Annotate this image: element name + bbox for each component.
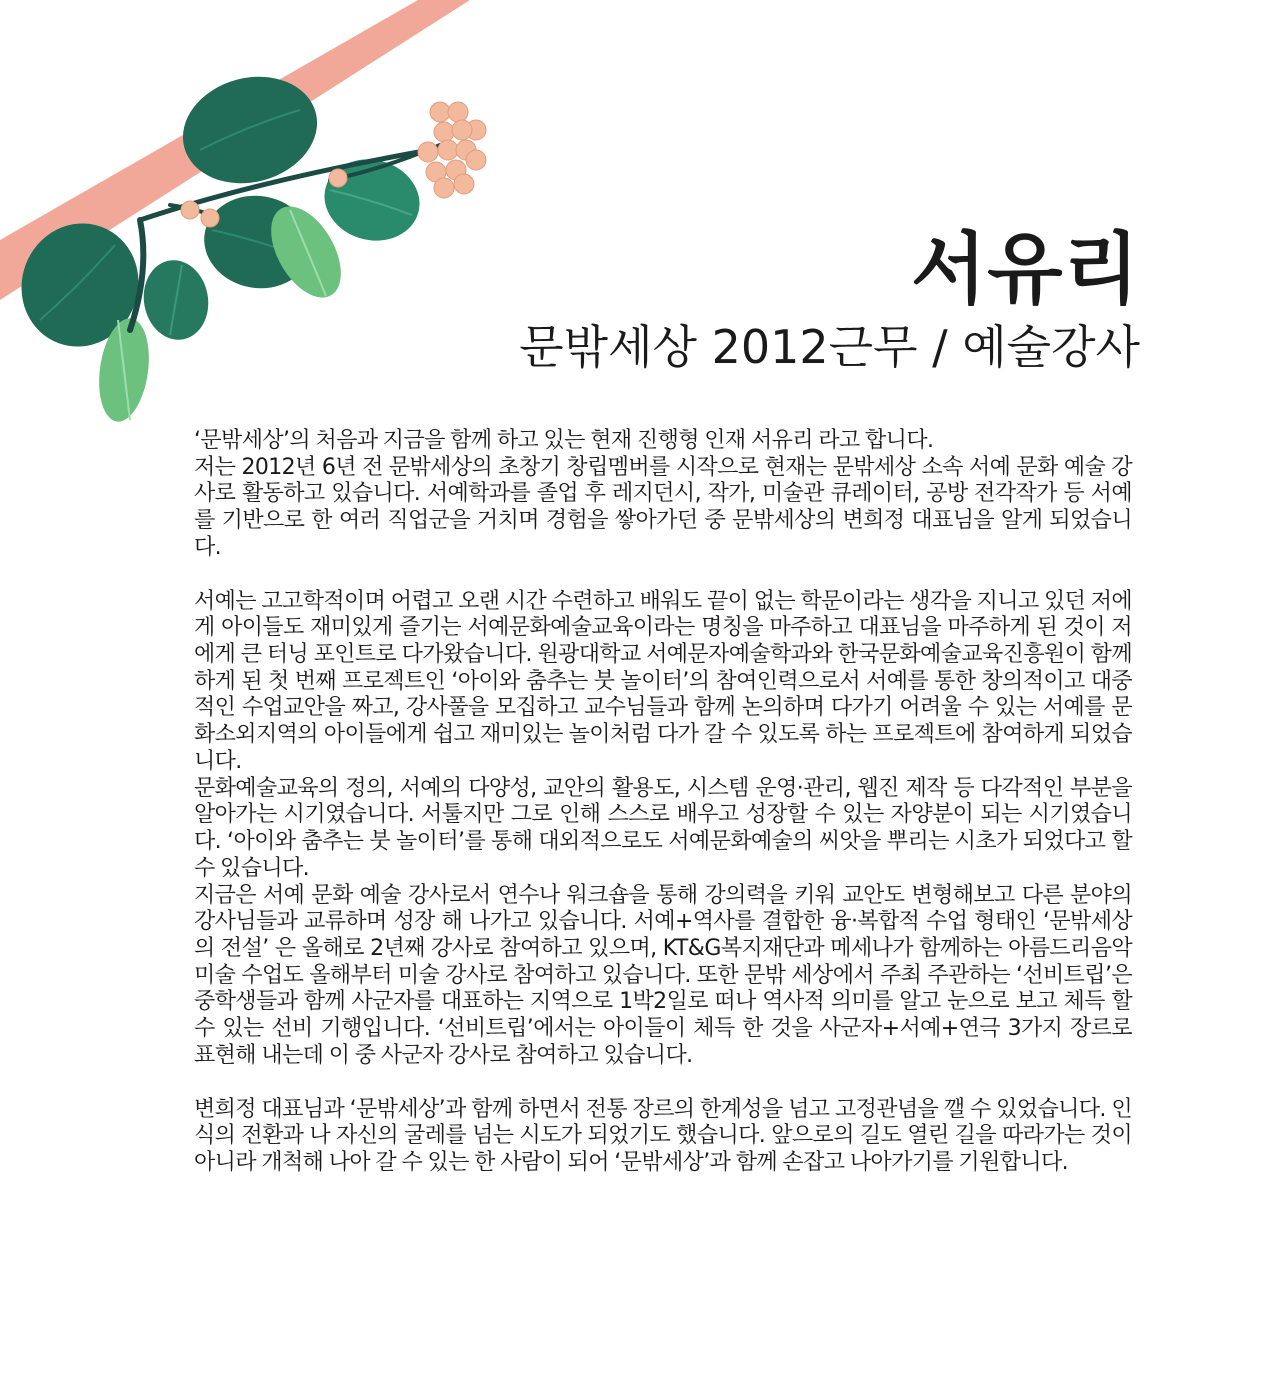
paragraph-closing: 변희정 대표님과 ‘문밖세상’과 함께 하면서 전통 장르의 한계성을 넘고 고정관념을 깰 수 있었습니다. 인식의 전환과 나 자신의 굴레를 넘는 시도가 되었기도 했습니다. 앞으로의 길도 열린 길을 따라가는 것이 아니라 개척해 나아 갈 수 있는 한 사람이 되어 ‘문밖세상’과 함께 손잡고 나아가기를 기원합니다. [194, 1096, 1132, 1175]
profile-body [194, 428, 1132, 1177]
profile-header [519, 225, 1140, 375]
paragraph-current-work: 지금은 서예 문화 예술 강사로서 연수나 워크숍을 통해 강의력을 키워 교안도 변형해보고 다른 분야의 강사님들과 교류하며 성장 해 나가고 있습니다. 서예+역사를 결합한 융·복합적 수업 형태인 ‘문밖세상의 전설’ 은 올해로 2년째 강사로 참여하고 있으며, KT&G복지재단과 메세나가 함께하는 아름드리음악미술 수업도 올해부터 미술 강사로 참여하고 있습니다. 또한 문밖 세상에서 주최 주관하는 ‘선비트립’은 중학생들과 함께 사군자를 대표하는 지역으로 1박2일로 떠나 역사적 의미를 알고 눈으로 보고 체득 할 수 있는 선비 기행입니다. ‘선비트립’에서는 아이들이 체득 한 것을 사군자+서예+연극 3가지 장르로 표현해 내는데 이 중 사군자 강사로 참여하고 있습니다. [194, 882, 1132, 1068]
role-subtitle: 문밖세상 2012근무 / 예술강사 [519, 319, 1140, 374]
paragraph-turning-point: 서예는 고고학적이며 어렵고 오랜 시간 수련하고 배워도 끝이 없는 학문이라는 생각을 지니고 있던 저에게 아이들도 재미있게 즐기는 서예문화예술교육이라는 명칭을 마주하고 대표님을 마주하게 된 것이 저에게 큰 터닝 포인트로 다가왔습니다. 원광대학교 서예문자예술학과와 한국문화예술교육진흥원이 함께 하게 된 첫 번째 프로젝트인 ‘아이와 춤추는 붓 놀이터’의 참여인력으로서 서예를 통한 창의적이고 대중적인 수업교안을 짜고, 강사풀을 모집하고 교수님들과 함께 논의하며 다가기 어려울 수 있는 서예를 문화소외지역의 아이들에게 쉽고 재미있는 놀이처럼 다가 갈 수 있도록 하는 프로젝트에 참여하게 되었습니다. [194, 588, 1132, 774]
leaf-cluster [4, 62, 440, 425]
paragraph-spacer [194, 1070, 1132, 1097]
paragraph-background: 저는 2012년 6년 전 문밖세상의 초창기 창립멤버를 시작으로 현재는 문밖세상 소속 서예 문화 예술 강사로 활동하고 있습니다. 서예학과를 졸업 후 레지던시, 작가, 미술관 큐레이터, 공방 전각작가 등 서예를 기반으로 한 여러 직업군을 거치며 경험을 쌓아가던 중 문밖세상의 변희정 대표님을 알게 되었습니다. [194, 454, 1132, 560]
botanical-leaves-and-berries-icon [0, 0, 520, 440]
person-name: 서유리 [910, 225, 1140, 315]
paragraph-intro: ‘문밖세상’의 처음과 지금을 함께 하고 있는 현재 진행형 인재 서유리 라고 합니다. [194, 428, 934, 453]
paragraph-learning: 문화예술교육의 정의, 서예의 다양성, 교안의 활용도, 시스템 운영·관리, 웹진 제작 등 다각적인 부분을 알아가는 시기였습니다. 서툴지만 그로 인해 스스로 배우고 성장할 수 있는 자양분이 되는 시기였습니다. ‘아이와 춤추는 붓 놀이터’를 통해 대외적으로도 서예문화예술의 씨앗을 뿌리는 시초가 되었다고 할 수 있습니다. [194, 775, 1132, 881]
paragraph-spacer [194, 562, 1132, 589]
